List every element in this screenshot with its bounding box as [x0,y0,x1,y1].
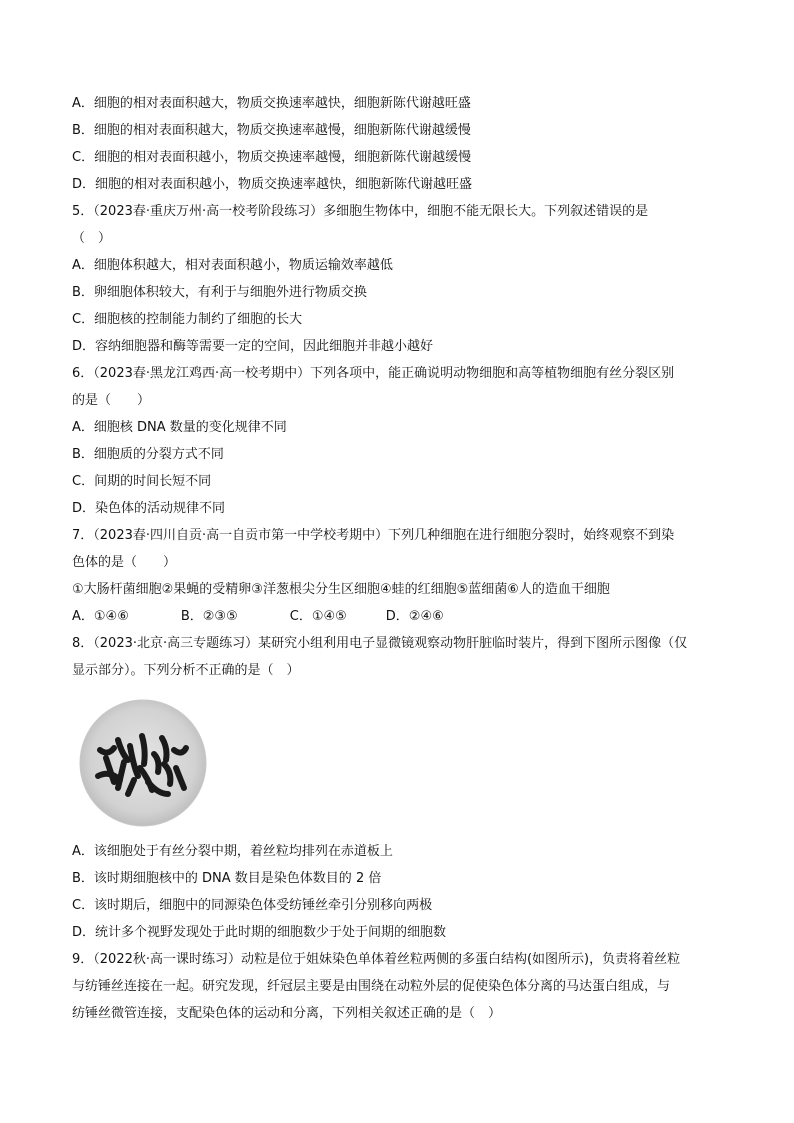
top-text-block [72,90,722,684]
question-6-stem: 6．（2023春·黑龙江鸡西·高一校考期中）下列各项中，能正确说明动物细胞和高等植物细胞有丝分裂区别 [72,366,675,381]
question-8-stem: 显示部分）。下列分析不正确的是（ ） [72,663,300,678]
question-5-stem: 5．（2023春·重庆万州·高一校考阶段练习）多细胞生物体中，细胞不能无限长大。下列叙述错误的是 [72,204,649,219]
text-line: C．细胞的相对表面积越小，物质交换速率越慢，细胞新陈代谢越缓慢 [72,150,472,165]
question-5-stem: （ ） [72,231,112,246]
question-8-stem: 8．（2023·北京·高三专题练习）某研究小组利用电子显微镜观察动物肝脏临时装片，得到下图所示图像（仅 [72,636,688,651]
question-6-stem: 的是（ ） [72,393,151,408]
question-8-option-c: C．该时期后，细胞中的同源染色体受纺锤丝牵引分别移向两极 [72,898,433,913]
text-line: B．细胞的相对表面积越大，物质交换速率越慢，细胞新陈代谢越缓慢 [72,123,471,138]
question-5-option-b: B．卵细胞体积较大，有利于与细胞外进行物质交换 [72,285,367,300]
question-5-option-d: D．容纳细胞器和酶等需要一定的空间，因此细胞并非越小越好 [72,339,434,354]
question-8-option-d: D．统计多个视野发现处于此时期的细胞数少于处于间期的细胞数 [72,925,447,940]
question-7-items: ①大肠杆菌细胞②果蝇的受精卵③洋葱根尖分生区细胞④蛙的红细胞⑤蓝细菌⑥人的造血干细胞 [72,582,610,597]
question-5-option-a: A．细胞体积越大，相对表面积越小，物质运输效率越低 [72,258,393,273]
question-7-stem: 7．（2023春·四川自贡·高一自贡市第一中学校考期中）下列几种细胞在进行细胞分裂时，始终观察不到染 [72,528,675,543]
question-9-stem: 纺锤丝微管连接，支配染色体的运动和分离，下列相关叙述正确的是（ ） [72,1006,502,1021]
question-9-stem: 与纺锤丝连接在一起。研究发现，纤冠层主要是由围绕在动粒外层的促使染色体分离的马达蛋白组成，与 [72,979,671,994]
question-6-option-c: C．间期的时间长短不同 [72,474,212,489]
question-6-option-b: B．细胞质的分裂方式不同 [72,447,224,462]
text-line: D．细胞的相对表面积越小，物质交换速率越快，细胞新陈代谢越旺盛 [72,177,473,192]
micrograph-figure [78,698,208,828]
text-line: A．细胞的相对表面积越大，物质交换速率越快，细胞新陈代谢越旺盛 [72,96,471,111]
chromosome-micrograph-image [78,698,208,828]
question-8-option-a: A．该细胞处于有丝分裂中期，着丝粒均排列在赤道板上 [72,844,393,859]
bottom-text-block [72,838,722,1027]
question-9-stem: 9．（2022秋·高一课时练习）动粒是位于姐妹染色单体着丝粒两侧的多蛋白结构(如图所示)，负责将着丝粒 [72,952,681,967]
document-page [72,90,722,1027]
question-7-options: A．①④⑥ B．②③⑤ C．①④⑤ D．②④⑥ [72,609,444,624]
question-7-stem: 色体的是（ ） [72,555,177,570]
question-8-option-b: B．该时期细胞核中的 DNA 数目是染色体数目的 2 倍 [72,871,382,886]
question-6-option-d: D．染色体的活动规律不同 [72,501,226,516]
question-6-option-a: A．细胞核 DNA 数量的变化规律不同 [72,420,287,435]
question-5-option-c: C．细胞核的控制能力制约了细胞的长大 [72,312,303,327]
